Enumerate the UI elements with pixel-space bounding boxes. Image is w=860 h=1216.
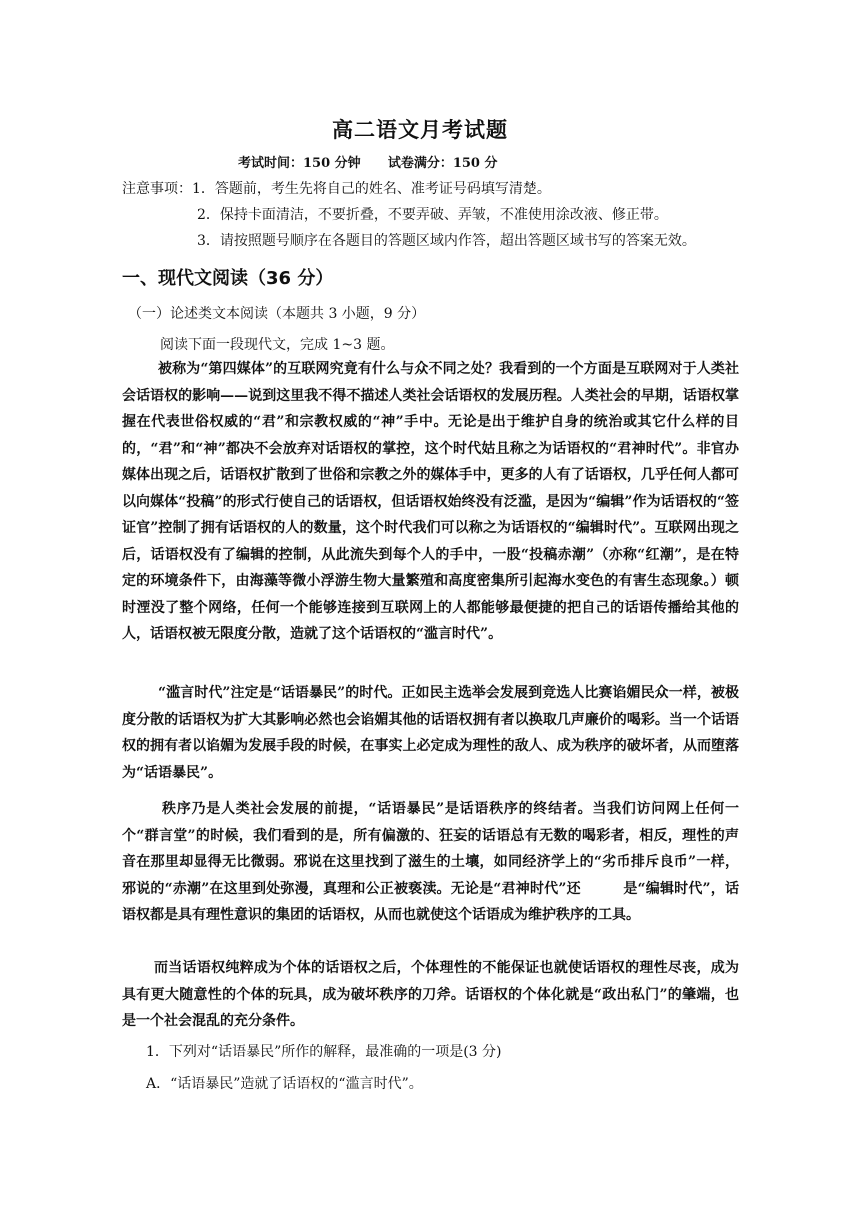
subsection-heading: （一）论述类文本阅读（本题共 3 小题，9 分） [128,306,426,322]
reading-instruction: 阅读下面一段现代文，完成 1~3 题。 [160,337,395,353]
notes-item-3: 3．请按照题号顺序在各题目的答题区域内作答，超出答题区域书写的答案无效。 [197,233,696,249]
question-1-option-a: A．“话语暴民”造就了话语权的“滥言时代”。 [146,1076,423,1092]
passage-paragraph-3: 秩序乃是人类社会发展的前提，“话语暴民”是话语秩序的终结者。当我们访问网上任何一个“群言堂”的时候，我们看到的是，所有偏激的、狂妄的话语总有无数的喝彩者，相反，理性的声音在那里却显得无比微弱。邪说在这里找到了滋生的土壤，如同经济学上的“劣币排斥良币”一样，邪说的“赤潮”在这里到处弥漫，真理和公正被亵渎。无论是“君神时代”还 是“编辑时代”，话语权都是具有理性意识的集团的话语权，从而也就使这个话语成为维护秩序的工具。 [122,801,739,923]
notes-item-2: 2．保持卡面清洁，不要折叠，不要弄破、弄皱，不准使用涂改液、修正带。 [197,207,668,223]
exam-meta: 考试时间：150 分钟 试卷满分：150 分 [238,156,498,171]
question-1-stem: 1．下列对“话语暴民”所作的解释，最准确的一项是(3 分) [146,1044,502,1060]
passage-paragraph-4: 而当话语权纯粹成为个体的话语权之后，个体理性的不能保证也就使话语权的理性尽丧，成为具有更大随意性的个体的玩具，成为破坏秩序的刀斧。话语权的个体化就是“政出私门”的肇端，也是一个社会混乱的充分条件。 [122,960,739,1029]
notes-item-1: 注意事项：1．答题前，考生先将自己的姓名、准考证号码填写清楚。 [122,181,551,197]
passage-paragraph-2: “滥言时代”注定是“话语暴民”的时代。正如民主选举会发展到竞选人比赛谄媚民众一样，被极度分散的话语权为扩大其影响必然也会谄媚其他的话语权拥有者以换取几声廉价的喝彩。当一个话语权的拥有者以谄媚为发展手段的时候，在事实上必定成为理性的敌人、成为秩序的破坏者，从而堕落为“话语暴民”。 [122,685,739,781]
section-heading: 一、现代文阅读（36 分） [122,268,334,289]
page-title: 高二语文月考试题 [332,117,508,142]
passage-paragraph-1: 被称为“第四媒体”的互联网究竟有什么与众不同之处？我看到的一个方面是互联网对于人类社会话语权的影响——说到这里我不得不描述人类社会话语权的发展历程。人类社会的早期，话语权掌握在代表世俗权威的“君”和宗教权威的“神”手中。无论是出于维护自身的统治或其它什么样的目的，“君”和“神”都决不会放弃对话语权的掌控，这个时代姑且称之为话语权的“君神时代”。非官办媒体出现之后，话语权扩散到了世俗和宗教之外的媒体手中，更多的人有了话语权，几乎任何人都可以向媒体“投稿”的形式行使自己的话语权，但话语权始终没有泛滥，是因为“编辑”作为话语权的“签证官”控制了拥有话语权的人的数量，这个时代我们可以称之为话语权的“编辑时代”。互联网出现之后，话语权没有了编辑的控制，从此流失到每个人的手中，一股“投稿赤潮”（亦称“红潮”，是在特定的环境条件下，由海藻等微小浮游生物大量繁殖和高度密集所引起海水变色的有害生态现象。）顿时湮没了整个网络，任何一个能够连接到互联网上的人都能够最便捷的把自己的话语传播给其他的人，话语权被无限度分散，造就了这个话语权的“滥言时代”。 [122,361,739,642]
